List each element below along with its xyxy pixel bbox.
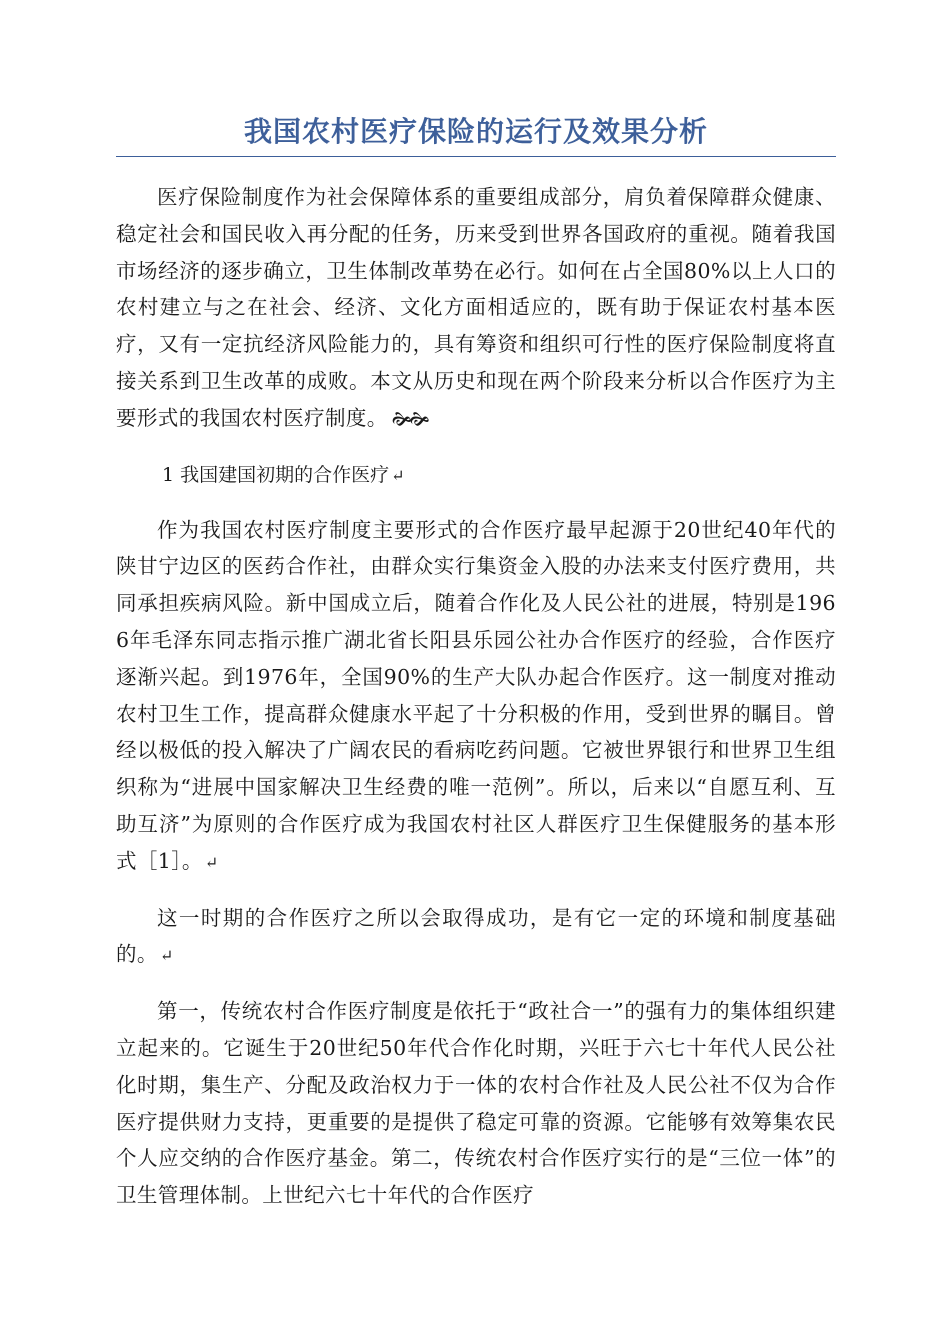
paragraph-mark-icon: ↵ [204,852,218,872]
section-heading-1 [116,457,836,494]
document-title: 我国农村医疗保险的运行及效果分析 [243,115,708,148]
title-underline [116,156,836,157]
document-page [116,110,836,1232]
paragraph-origin-text: 作为我国农村医疗制度主要形式的合作医疗最早起源于20世纪40年代的陕甘宁边区的医药合作社，由群众实行集资金入股的办法来支付医疗费用，共同承担疾病风险。新中国成立后，随着合作化及人民公社的进展，特别是1966年毛泽东同志指示推广湖北省长阳县乐园公社办合作医疗的经验，合作医疗逐渐兴起。到1976年，全国90%的生产大队办起合作医疗。这一制度对推动农村卫生工作，提高群众健康水平起了十分积极的作用，受到世界的瞩目。曾经以极低的投入解决了广阔农民的看病吃药问题。它被世界银行和世界卫生组织称为“进展中国家解决卫生经费的唯一范例”。所以，后来以“自愿互利、互助互济”为原则的合作医疗成为我国农村社区人群医疗卫生保健服务的基本形式［1］。 [116,517,836,873]
fleuron-ornament: 🙞🙞 [391,408,428,430]
paragraph-mark-icon: ↵ [159,946,173,966]
paragraph-origin [116,512,836,882]
section-heading-1-text: 1 我国建国初期的合作医疗 [162,463,390,486]
paragraph-mark-icon: ↵ [391,465,404,485]
paragraph-intro [116,179,836,439]
paragraph-intro-text: 医疗保险制度作为社会保障体系的重要组成部分，肩负着保障群众健康、稳定社会和国民收入再分配的任务，历来受到世界各国政府的重视。随着我国市场经济的逐步确立，卫生体制改革势在必行。如何在占全国80%以上人口的农村建立与之在社会、经济、文化方面相适应的，既有助于保证农村基本医疗，又有一定抗经济风险能力的，具有筹资和组织可行性的医疗保险制度将直接关系到卫生改革的成败。本文从历史和现在两个阶段来分析以合作医疗为主要形式的我国农村医疗制度。 [116,185,836,430]
paragraph-first-point [116,993,836,1214]
paragraph-success-text: 这一时期的合作医疗之所以会取得成功，是有它一定的环境和制度基础的。 [116,905,836,967]
paragraph-success [116,900,836,976]
paragraph-first-point-text: 第一，传统农村合作医疗制度是依托于“政社合一”的强有力的集体组织建立起来的。它诞生于20世纪50年代合作化时期，兴旺于六七十年代人民公社化时期，集生产、分配及政治权力于一体的农村合作社及人民公社不仅为合作医疗提供财力支持，更重要的是提供了稳定可靠的资源。它能够有效筹集农民个人应交纳的合作医疗基金。第二，传统农村合作医疗实行的是“三位一体”的卫生管理体制。上世纪六七十年代的合作医疗 [116,999,836,1208]
